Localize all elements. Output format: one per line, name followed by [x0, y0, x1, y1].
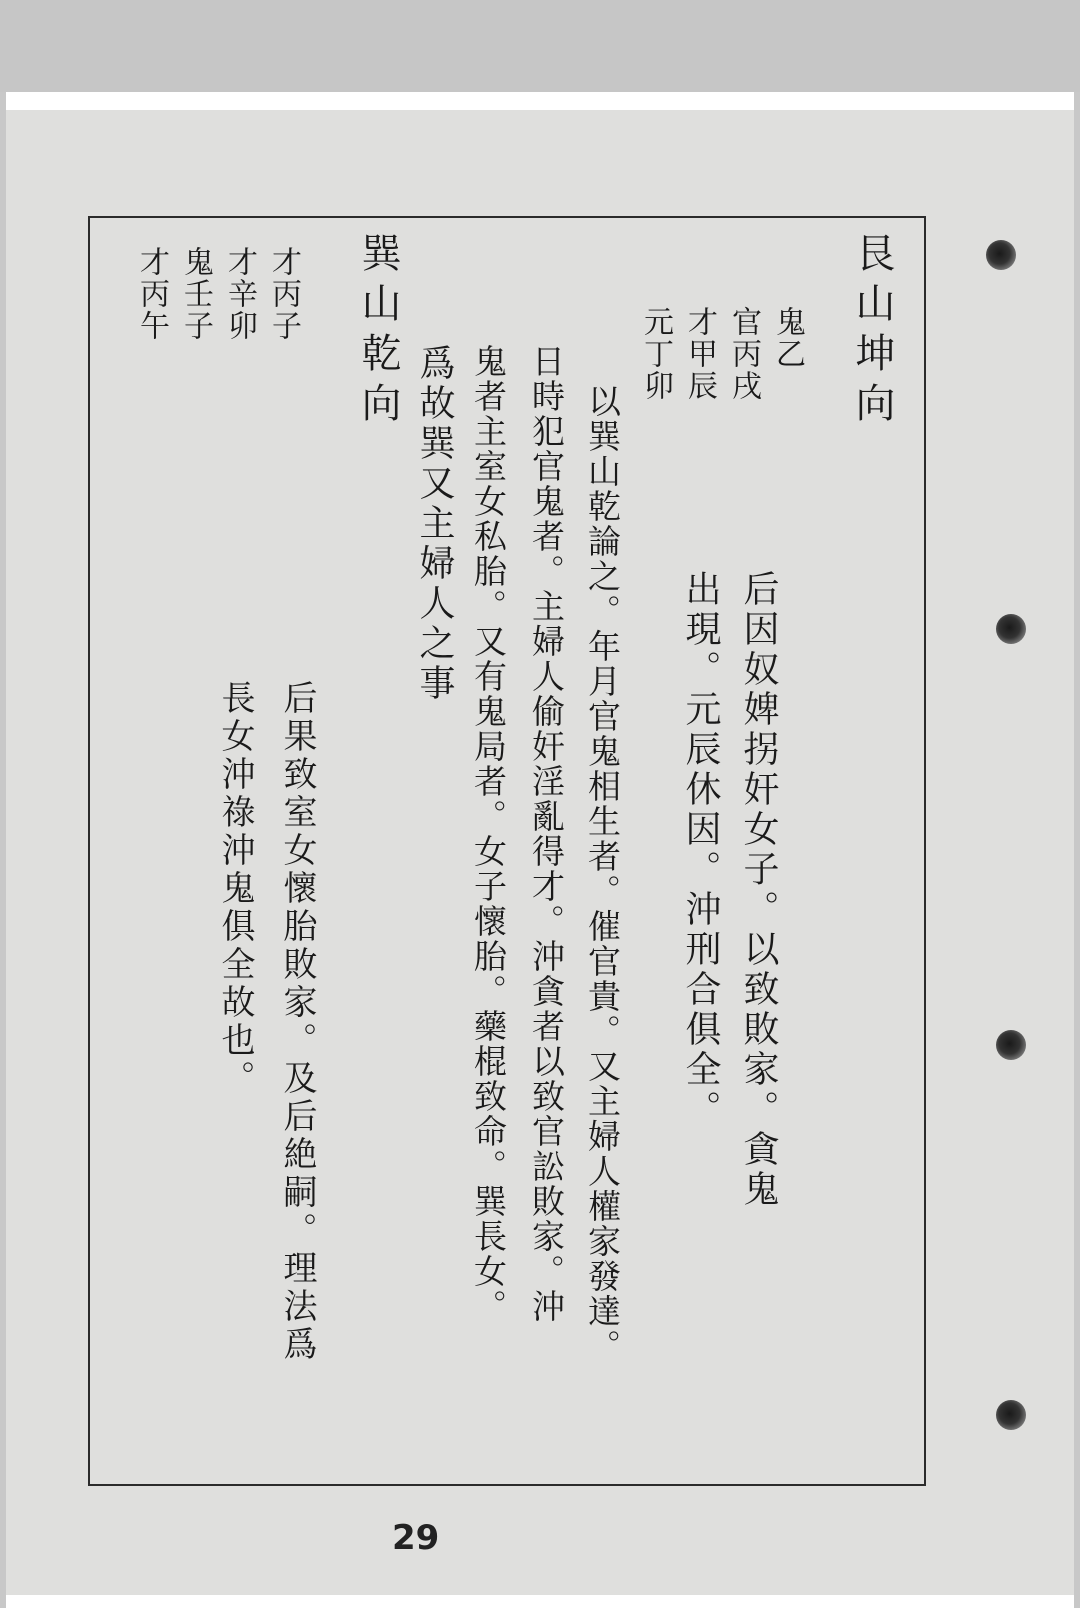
scan-edge-top [6, 92, 1074, 110]
section-heading: 巽山乾向 [355, 232, 401, 432]
pillar: 官丙戌 [726, 306, 761, 402]
binding-hole-icon [996, 614, 1026, 644]
page-number: 29 [392, 1518, 440, 1558]
pillar: 才丙子 [266, 246, 301, 342]
text-line: 鬼者主室女私胎。又有鬼局者。女子懷胎。藥棍致命。巽長女。 [469, 344, 508, 1324]
pillar: 元丁卯 [638, 306, 673, 402]
pillar: 鬼壬子 [178, 246, 213, 342]
text-line: 后因奴婢拐奸女子。以致敗家。貪鬼 [738, 570, 779, 1210]
section-heading: 艮山坤向 [849, 232, 895, 432]
text-line: 爲故巽又主婦人之事 [414, 344, 455, 704]
binding-hole-icon [996, 1400, 1026, 1430]
pillar: 才辛卯 [222, 246, 257, 342]
pillar: 才丙午 [134, 246, 169, 342]
pillar: 才甲辰 [682, 306, 717, 402]
binding-hole-icon [986, 240, 1016, 270]
text-line: 長女沖祿沖鬼俱全故也。 [215, 680, 255, 1098]
binding-hole-icon [996, 1030, 1026, 1060]
text-line: 后果致室女懷胎敗家。及后絶嗣。理法爲 [277, 680, 317, 1364]
text-line: 日時犯官鬼者。主婦人偷奸淫亂得才。沖貪者以致官訟敗家。沖 [527, 344, 566, 1324]
text-line: 以巽山乾論之。年月官鬼相生者。催官貴。又主婦人權家發達。 [583, 384, 622, 1364]
scan-edge-bottom [6, 1595, 1074, 1608]
text-line: 出現。元辰休因。沖刑合俱全。 [680, 570, 721, 1130]
scan-background [0, 0, 1080, 92]
pillar: 鬼乙 [770, 306, 805, 370]
